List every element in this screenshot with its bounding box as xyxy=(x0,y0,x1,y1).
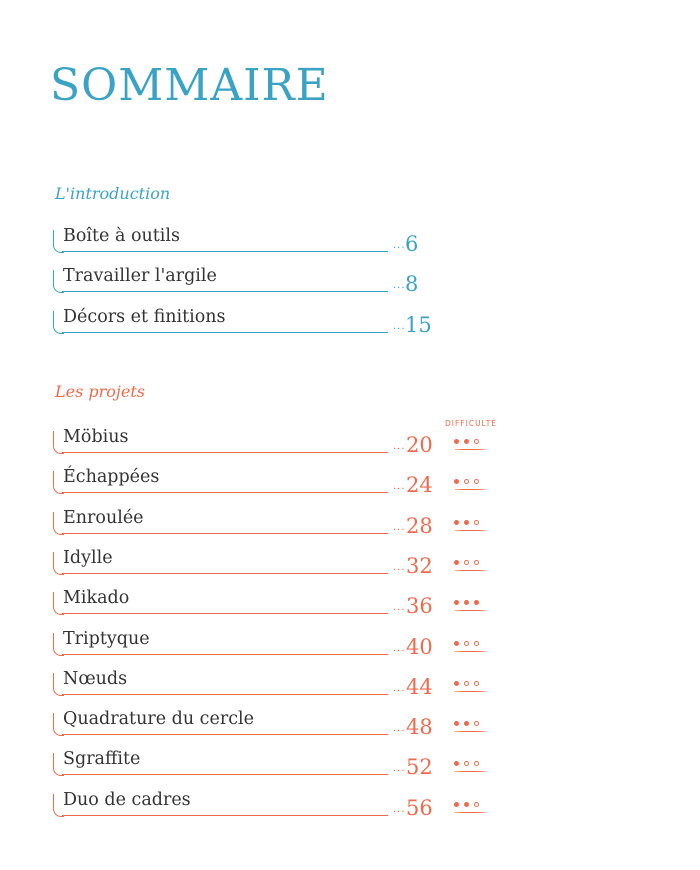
difficulty-underline xyxy=(454,610,486,611)
difficulty-dot-filled xyxy=(454,439,459,444)
difficulty-underline xyxy=(454,731,486,732)
difficulty-underline xyxy=(454,449,486,450)
entry-leader-dots: ··· xyxy=(393,524,406,536)
entry-leader-dots: ··· xyxy=(393,444,406,455)
entry-underline xyxy=(62,533,388,534)
entry-page-number: 40 xyxy=(406,634,433,659)
difficulty-dot-filled xyxy=(454,560,459,565)
toc-entry[interactable] xyxy=(53,790,493,820)
difficulty-dot-empty xyxy=(474,520,479,525)
entry-page-number: 56 xyxy=(406,795,433,820)
entry-page-number: 28 xyxy=(406,513,433,538)
entry-title: Mikado xyxy=(63,588,130,609)
entry-leader-dots: ··· xyxy=(393,685,406,697)
difficulty-dot-filled xyxy=(464,520,469,525)
entry-leader-dots: ··· xyxy=(393,283,406,295)
difficulty-rating xyxy=(454,721,487,735)
entry-leader-dots: ··· xyxy=(393,564,406,576)
difficulty-dot-filled xyxy=(454,721,459,726)
entry-underline xyxy=(62,573,388,574)
difficulty-dot-empty xyxy=(464,761,469,766)
difficulty-underline xyxy=(454,651,486,652)
entry-title: Möbius xyxy=(63,427,129,447)
entry-page-number: 52 xyxy=(406,755,433,780)
entry-title: Boîte à outils xyxy=(63,226,180,246)
difficulty-rating xyxy=(454,681,487,695)
toc-entry[interactable] xyxy=(53,709,493,739)
entry-leader-dots: ··· xyxy=(393,605,406,617)
section-label-introduction: L'introduction xyxy=(55,184,171,203)
entry-title: Nœuds xyxy=(63,668,128,689)
difficulty-dot-filled xyxy=(454,802,459,807)
difficulty-dot-filled xyxy=(454,520,459,525)
entry-page-number: 20 xyxy=(406,433,433,457)
difficulty-dot-empty xyxy=(464,641,469,646)
difficulty-dot-filled xyxy=(454,641,459,646)
difficulty-rating xyxy=(454,520,487,534)
difficulty-rating xyxy=(454,600,487,614)
entry-title: Triptyque xyxy=(63,628,150,649)
difficulty-rating xyxy=(454,439,487,453)
toc-entry[interactable] xyxy=(53,629,493,659)
entry-title: Décors et finitions xyxy=(63,306,226,327)
entry-underline xyxy=(62,251,388,252)
entry-underline xyxy=(62,774,388,775)
entry-page-number: 15 xyxy=(405,312,432,337)
toc-entry[interactable] xyxy=(53,467,493,497)
difficulty-rating xyxy=(454,802,487,816)
difficulty-underline xyxy=(454,812,486,813)
difficulty-underline xyxy=(454,691,486,692)
difficulty-dot-filled xyxy=(464,439,469,444)
entry-title: Échappées xyxy=(63,467,160,488)
difficulty-dot-empty xyxy=(474,721,479,726)
entry-leader-dots: ··· xyxy=(393,726,406,738)
entry-leader-dots: ··· xyxy=(393,323,406,335)
entry-leader-dots: ··· xyxy=(393,806,406,818)
page-title: SOMMAIRE xyxy=(50,60,329,111)
difficulty-underline xyxy=(454,570,486,571)
entry-underline xyxy=(62,654,388,655)
entry-underline xyxy=(62,734,388,735)
difficulty-dot-filled xyxy=(454,761,459,766)
difficulty-dot-empty xyxy=(464,560,469,565)
entry-page-number: 8 xyxy=(405,272,419,297)
difficulty-rating xyxy=(454,560,487,574)
entry-title: Quadrature du cercle xyxy=(63,709,254,730)
section-label-projects: Les projets xyxy=(55,382,145,401)
entry-leader-dots: ··· xyxy=(393,243,406,254)
entry-underline xyxy=(62,492,388,493)
difficulty-dot-empty xyxy=(474,641,479,646)
difficulty-dot-filled xyxy=(464,600,469,605)
difficulty-underline xyxy=(454,489,486,490)
entry-page-number: 36 xyxy=(406,594,433,619)
difficulty-rating xyxy=(454,641,487,655)
entry-page-number: 48 xyxy=(406,715,433,740)
difficulty-underline xyxy=(454,530,486,531)
toc-entry[interactable] xyxy=(53,226,493,256)
entry-underline xyxy=(62,332,388,333)
entry-title: Idylle xyxy=(63,547,113,568)
entry-underline xyxy=(62,694,388,695)
difficulty-dot-empty xyxy=(474,560,479,565)
toc-entry[interactable] xyxy=(53,588,493,618)
difficulty-header: DIFFICULTÉ xyxy=(445,419,498,428)
entry-title: Travailler l'argile xyxy=(63,266,217,287)
entry-title: Duo de cadres xyxy=(63,789,191,810)
difficulty-rating xyxy=(454,761,487,775)
toc-entry[interactable] xyxy=(53,749,493,779)
difficulty-underline xyxy=(454,771,486,772)
difficulty-dot-empty xyxy=(474,761,479,766)
difficulty-dot-empty xyxy=(474,802,479,807)
entry-page-number: 24 xyxy=(406,473,433,498)
difficulty-dot-filled xyxy=(454,600,459,605)
entry-underline xyxy=(62,815,388,816)
toc-entry[interactable] xyxy=(53,266,493,296)
difficulty-dot-empty xyxy=(464,479,469,484)
entry-leader-dots: ··· xyxy=(393,766,406,778)
entry-title: Sgraffite xyxy=(63,749,141,770)
difficulty-dot-empty xyxy=(474,439,479,444)
entry-page-number: 32 xyxy=(406,553,433,578)
toc-entry[interactable] xyxy=(53,669,493,699)
toc-entry[interactable] xyxy=(53,508,493,538)
entry-page-number: 44 xyxy=(406,674,433,699)
difficulty-rating xyxy=(454,479,487,493)
difficulty-dot-empty xyxy=(464,681,469,686)
difficulty-dot-filled xyxy=(454,479,459,484)
difficulty-dot-filled xyxy=(464,802,469,807)
entry-underline xyxy=(62,291,388,292)
toc-entry[interactable] xyxy=(53,307,493,337)
difficulty-dot-empty xyxy=(474,479,479,484)
difficulty-dot-filled xyxy=(474,600,479,605)
difficulty-dot-filled xyxy=(454,681,459,686)
entry-leader-dots: ··· xyxy=(393,645,406,657)
difficulty-dot-empty xyxy=(474,681,479,686)
entry-page-number: 6 xyxy=(405,232,419,256)
difficulty-dot-filled xyxy=(464,721,469,726)
toc-entry[interactable] xyxy=(53,427,493,457)
toc-entry[interactable] xyxy=(53,548,493,578)
entry-leader-dots: ··· xyxy=(393,484,406,496)
entry-title: Enroulée xyxy=(63,507,144,528)
entry-underline xyxy=(62,452,388,453)
entry-underline xyxy=(62,613,388,614)
